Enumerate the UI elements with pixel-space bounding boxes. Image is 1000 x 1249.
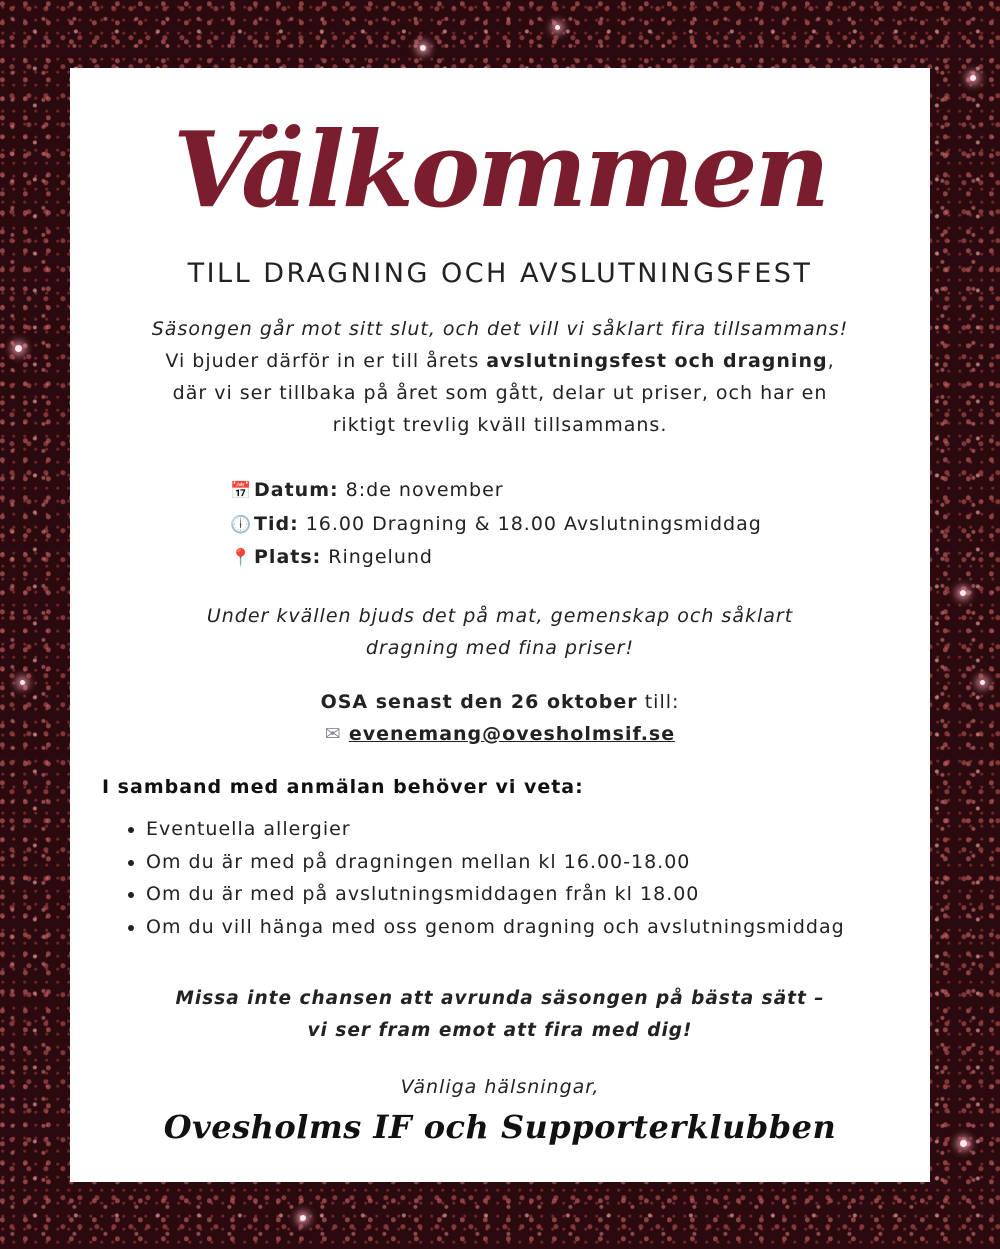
osa-line [70, 686, 930, 719]
time-label: Tid: [254, 512, 299, 535]
closing-line-2: vi ser fram emot att fira med dig! [307, 1020, 693, 1041]
closing-line-1: Missa inte chansen att avrunda säsongen på bästa sätt – [175, 988, 825, 1009]
regards: Vänliga hälsningar, [400, 1076, 600, 1098]
intro-line-2-bold: avslutningsfest och dragning [486, 350, 828, 372]
requirements-heading: I samband med anmälan behöver vi veta: [102, 776, 584, 798]
osa-deadline: OSA senast den 26 oktober [320, 691, 638, 713]
intro-line-2-text: Vi bjuder därför in er till årets [165, 350, 487, 372]
list-item: • Om du vill hänga med oss genom dragning och avslutningsmiddag [146, 911, 845, 944]
place-label: Plats: [254, 546, 322, 568]
osa-till: till: [637, 691, 680, 713]
evening-line-2: dragning med fina priser! [365, 637, 635, 659]
sparkle [960, 590, 966, 596]
calendar-icon: 📅 [230, 481, 253, 501]
signature: Ovesholms IF och Supporterklubben [163, 1108, 837, 1146]
list-item: • Om du är med på avslutningsmiddagen från kl 18.00 [146, 878, 845, 911]
intro-line-4: riktigt trevlig kväll tillsammans. [332, 414, 668, 436]
email-line [70, 718, 930, 751]
sparkle [960, 1140, 967, 1147]
sparkle [300, 1215, 306, 1221]
sparkle [420, 45, 426, 51]
mail-icon: ✉ [324, 723, 342, 745]
sparkle [980, 680, 985, 685]
time-row [230, 508, 762, 542]
intro-line-2-end: , [827, 350, 835, 372]
list-item: • Om du är med på dragningen mellan kl 16.00-18.00 [146, 846, 845, 879]
date-label: Datum: [254, 479, 339, 501]
sparkle [970, 75, 976, 81]
invitation-card [70, 68, 930, 1182]
welcome-title: Välkommen [172, 108, 828, 231]
intro-line-2 [70, 345, 930, 378]
event-subtitle: TILL DRAGNING OCH AVSLUTNINGSFEST [187, 258, 813, 289]
date-value: 8:de november [338, 479, 504, 501]
list-item: • Eventuella allergier [146, 813, 845, 846]
sparkle [15, 345, 22, 352]
sparkle [555, 25, 560, 30]
email-link[interactable]: evenemang@ovesholmsif.se [348, 723, 676, 745]
time-value: 16.00 Dragning & 18.00 Avslutningsmiddag [298, 512, 762, 535]
evening-line-1: Under kvällen bjuds det på mat, gemenskap och såklart [206, 605, 794, 627]
place-row [230, 541, 762, 575]
event-details [230, 474, 762, 575]
pin-icon: 📍 [230, 548, 253, 568]
clock-icon: 🕕 [230, 514, 253, 535]
intro-line-3: där vi ser tillbaka på året som gått, delar ut priser, och har en [172, 382, 828, 404]
requirements-list [124, 813, 845, 943]
intro-line-1: Säsongen går mot sitt slut, och det vill vi såklart fira tillsammans! [151, 318, 849, 340]
sparkle [20, 680, 25, 685]
place-value: Ringelund [321, 546, 433, 568]
date-row [230, 474, 762, 508]
